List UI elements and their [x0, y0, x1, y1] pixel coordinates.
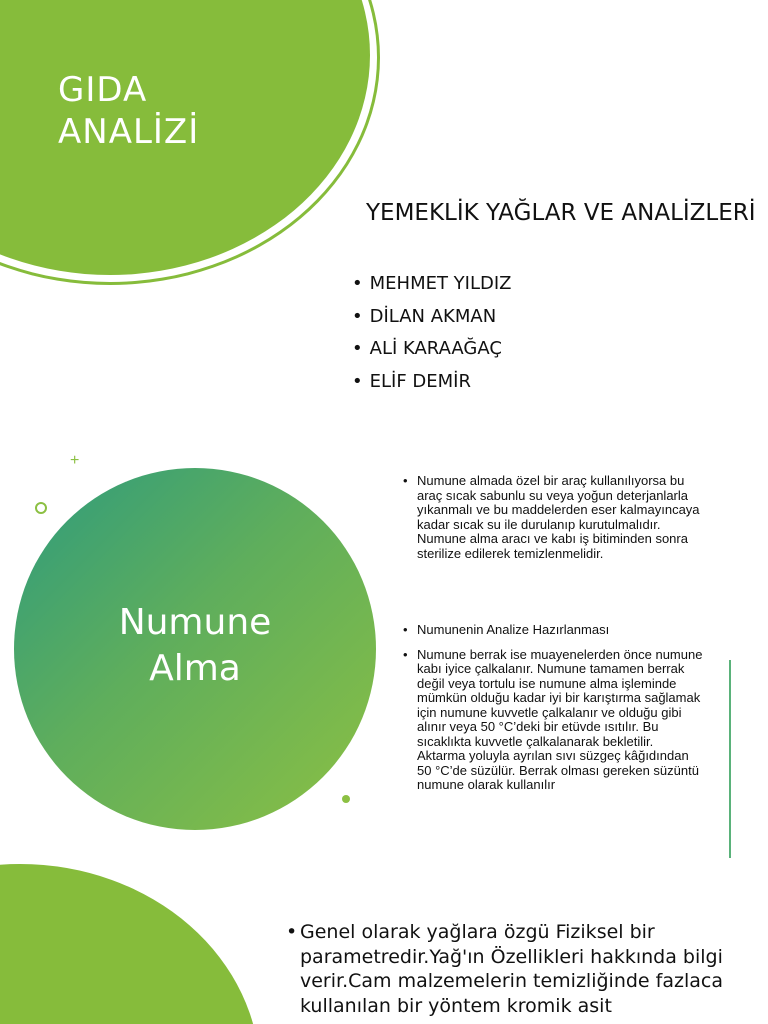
- vertical-divider: [729, 660, 731, 858]
- author-item: • MEHMET YILDIZ: [352, 268, 512, 301]
- bullet-item: • Genel olarak yağlara özgü Fiziksel bir parametredir.Yağ'ın Özellikleri hakkında bilgi verir.Cam malzemelerin temizliğinde fazlaca kullanılan bir yöntem kromik asit: [286, 920, 736, 1018]
- author-item: • DİLAN AKMAN: [352, 301, 512, 334]
- title-line-2: ANALİZİ: [58, 111, 200, 152]
- author-list: [352, 268, 512, 398]
- bullet-list-top: [403, 474, 703, 561]
- heading-line-2: Alma: [149, 648, 241, 689]
- slide-partial: [0, 864, 768, 1024]
- slide-title-heading: [58, 69, 199, 153]
- title-line-1: GIDA: [58, 69, 148, 110]
- heading-line-1: Numune: [118, 602, 272, 643]
- bullet-item: • Numunenin Analize Hazırlanması: [403, 623, 703, 638]
- bullet-list: [286, 920, 736, 1018]
- slide-subtitle: YEMEKLİK YAĞLAR VE ANALİZLERİ: [366, 200, 756, 226]
- filled-dot-decoration-icon: [342, 795, 350, 803]
- author-item: • ALİ KARAAĞAÇ: [352, 333, 512, 366]
- slide-title: [0, 0, 768, 410]
- ring-dot-decoration-icon: [35, 502, 47, 514]
- author-item: • ELİF DEMİR: [352, 366, 512, 399]
- slide-heading: [14, 600, 376, 692]
- green-circle-shape: [0, 864, 260, 1024]
- plus-decoration-icon: +: [70, 452, 80, 469]
- bullet-item: • Numune almada özel bir araç kullanılıyorsa bu araç sıcak sabunlu su veya yoğun deterjanlarla yıkanmalı ve bu maddelerden eser kalmayıncaya kadar sıcak su ile durulanıp kurutulmalıdır. Numune alma aracı ve kabı iş bitiminden sonra sterilize edilerek temizlenmelidir.: [403, 474, 703, 561]
- bullet-list-bottom: [403, 623, 703, 793]
- bullet-item: • Numune berrak ise muayenelerden önce numune kabı iyice çalkalanır. Numune tamamen berrak değil veya tortulu ise numune alma işleminde mümkün olduğu kadar iyi bir karıştırma sağlamak için numune kuvvetle çalkalanır ve olduğu gibi alınır veya 50 °C’deki bir etüvde ısıtılır. Bu sıcaklıkta kuvvetle çalkalanarak bekletilir. Aktarma yoluyla ayrılan sıvı süzgeç kâğıdından 50 °C’de süzülür. Berrak olması gereken süzüntü numune olarak kullanılır: [403, 648, 703, 793]
- slide-numune-alma: [0, 432, 768, 858]
